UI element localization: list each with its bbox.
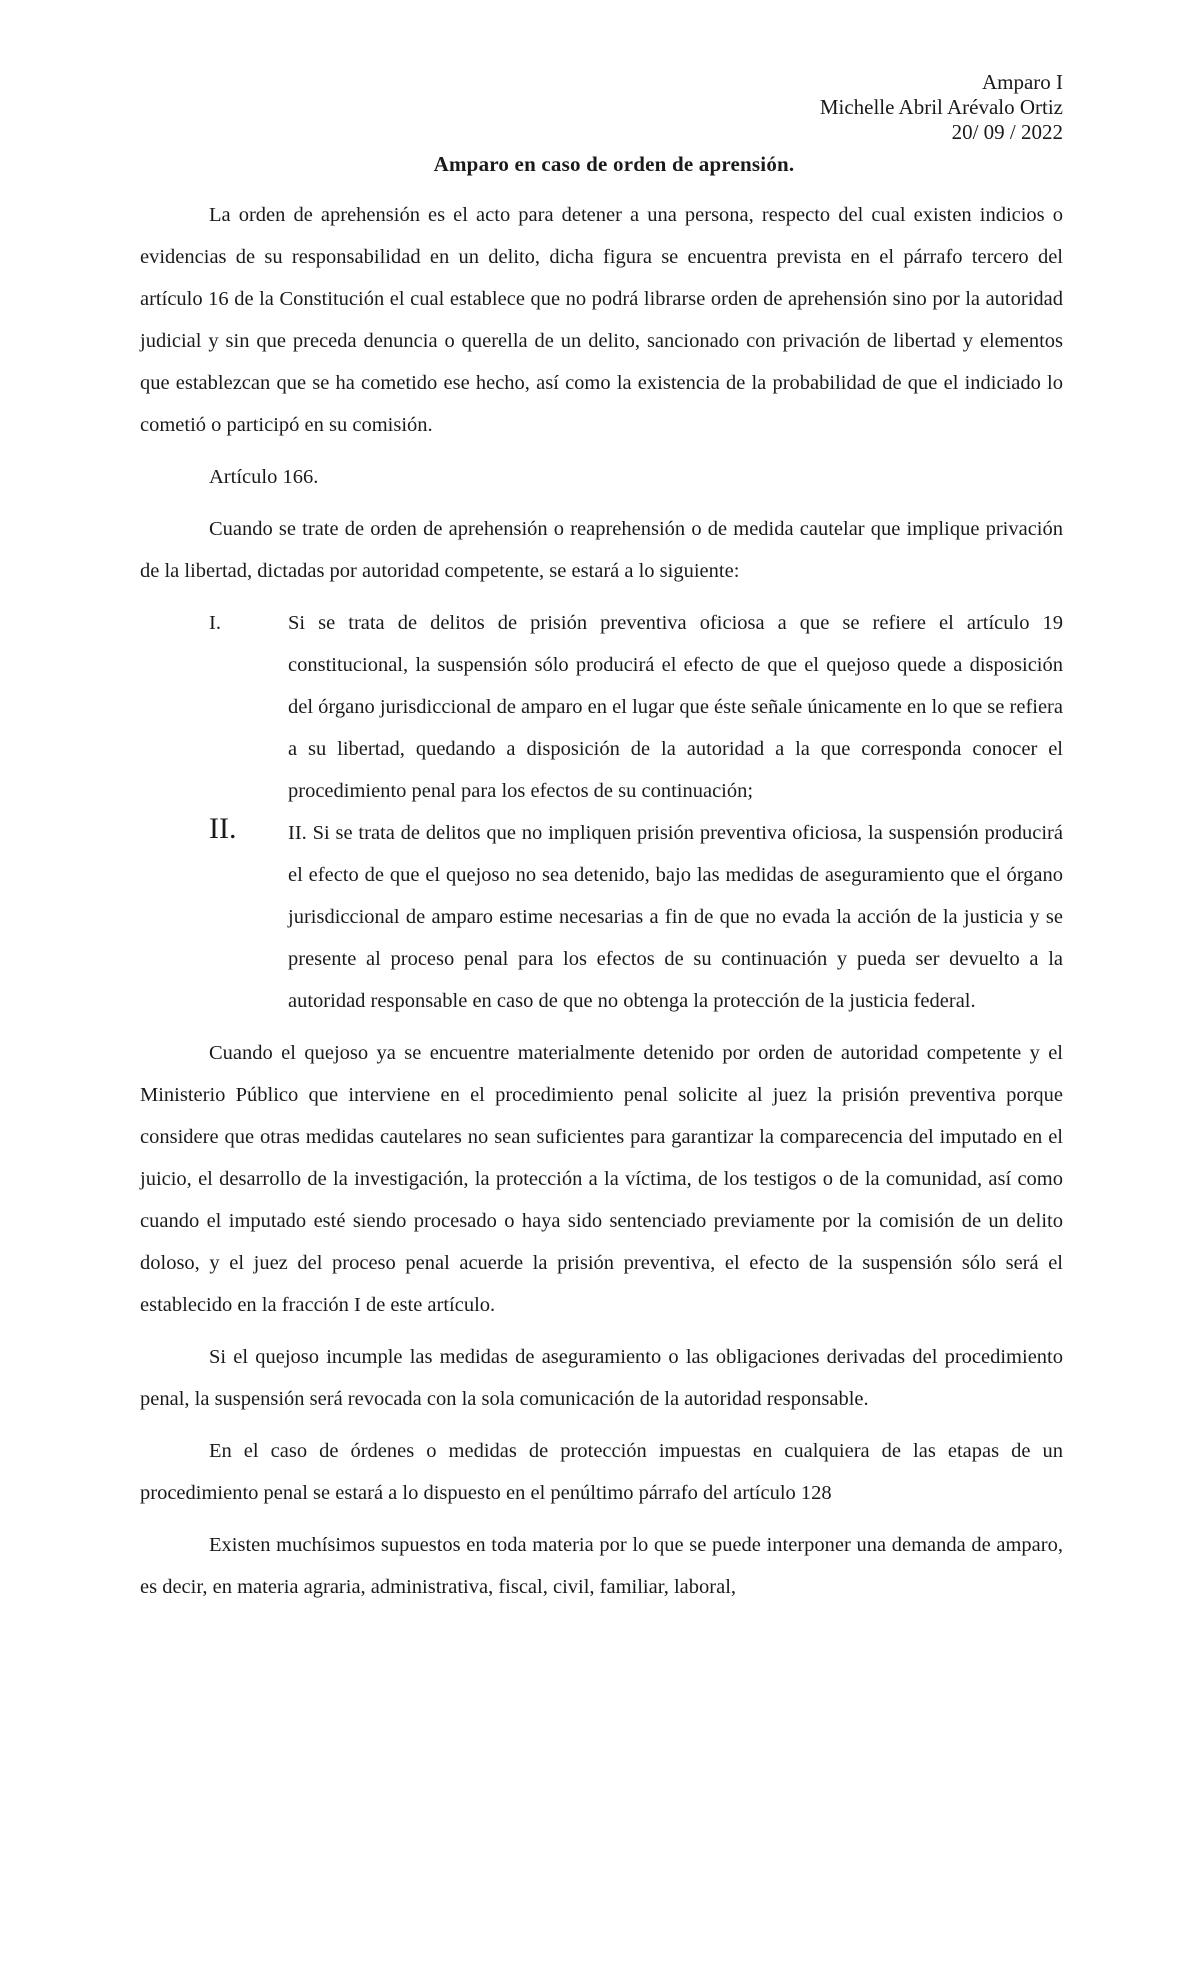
header-date: 20/ 09 / 2022 xyxy=(951,120,1063,144)
paragraph-protection-orders: En el caso de órdenes o medidas de protección impuestas en cualquiera de las etapas de un procedimiento penal se estará a lo dispuesto en el penúltimo párrafo del artículo 128 xyxy=(140,1440,1063,1504)
document-body xyxy=(140,194,1063,1608)
list-item-text: II. Si se trata de delitos que no impliquen prisión preventiva oficiosa, la suspensión producirá el efecto de que el quejoso no sea detenido, bajo las medidas de aseguramiento que el órgano jurisdiccional de amparo estime necesarias a fin de que no evada la acción de la justicia y se presente al proceso penal para los efectos de su continuación y pueda ser devuelto a la autoridad responsable en caso de que no obtenga la protección de la justicia federal. xyxy=(288,822,1063,1012)
list-marker: II. xyxy=(209,812,237,845)
paragraph-detained: Cuando el quejoso ya se encuentre materialmente detenido por orden de autoridad competente y el Ministerio Público que interviene en el procedimiento penal solicite al juez la prisión preventiva porque considere que otras medidas cautelares no sean suficientes para garantizar la comparecencia del imputado en el juicio, el desarrollo de la investigación, la protección a la víctima, de los testigos o de la comunidad, así como cuando el imputado esté siendo procesado o haya sido sentenciado previamente por la comisión de un delito doloso, y el juez del proceso penal acuerde la prisión preventiva, el efecto de la suspensión sólo será el establecido en la fracción I de este artículo. xyxy=(140,1042,1063,1316)
paragraph-scenarios: Existen muchísimos supuestos en toda materia por lo que se puede interponer una demanda de amparo, es decir, en materia agraria, administrativa, fiscal, civil, familiar, laboral, xyxy=(140,1534,1063,1598)
list-item xyxy=(140,812,1063,1022)
document-title: Amparo en caso de orden de aprensión. xyxy=(433,152,795,176)
fraction-list xyxy=(140,602,1063,1022)
paragraph-intro: La orden de aprehensión es el acto para detener a una persona, respecto del cual existen indicios o evidencias de su responsabilidad en un delito, dicha figura se encuentra prevista en el párrafo tercero del artículo 16 de la Constitución el cual establece que no podrá librarse orden de aprehensión sino por la autoridad judicial y sin que preceda denuncia o querella de un delito, sancionado con privación de libertad y elementos que establezcan que se ha cometido ese hecho, así como la existencia de la probabilidad de que el indiciado lo cometió o participó en su comisión. xyxy=(140,204,1063,436)
header-author: Michelle Abril Arévalo Ortiz xyxy=(819,95,1063,119)
paragraph-article-intro: Cuando se trate de orden de aprehensión o reaprehensión o de medida cautelar que implique privación de la libertad, dictadas por autoridad competente, se estará a lo siguiente: xyxy=(140,518,1063,582)
header-subject: Amparo I xyxy=(981,70,1063,94)
list-item xyxy=(140,602,1063,812)
document-header xyxy=(820,70,1063,145)
list-item-text: Si se trata de delitos de prisión preventiva oficiosa a que se refiere el artículo 19 constitucional, la suspensión sólo producirá el efecto de que el quejoso quede a disposición del órgano jurisdiccional de amparo en el lugar que éste señale únicamente en lo que se refiera a su libertad, quedando a disposición de la autoridad a la que corresponda conocer el procedimiento penal para los efectos de su continuación; xyxy=(288,612,1063,802)
article-heading: Artículo 166. xyxy=(209,466,319,488)
paragraph-revocation: Si el quejoso incumple las medidas de aseguramiento o las obligaciones derivadas del procedimiento penal, la suspensión será revocada con la sola comunicación de la autoridad responsable. xyxy=(140,1346,1063,1410)
list-marker: I. xyxy=(209,612,221,634)
